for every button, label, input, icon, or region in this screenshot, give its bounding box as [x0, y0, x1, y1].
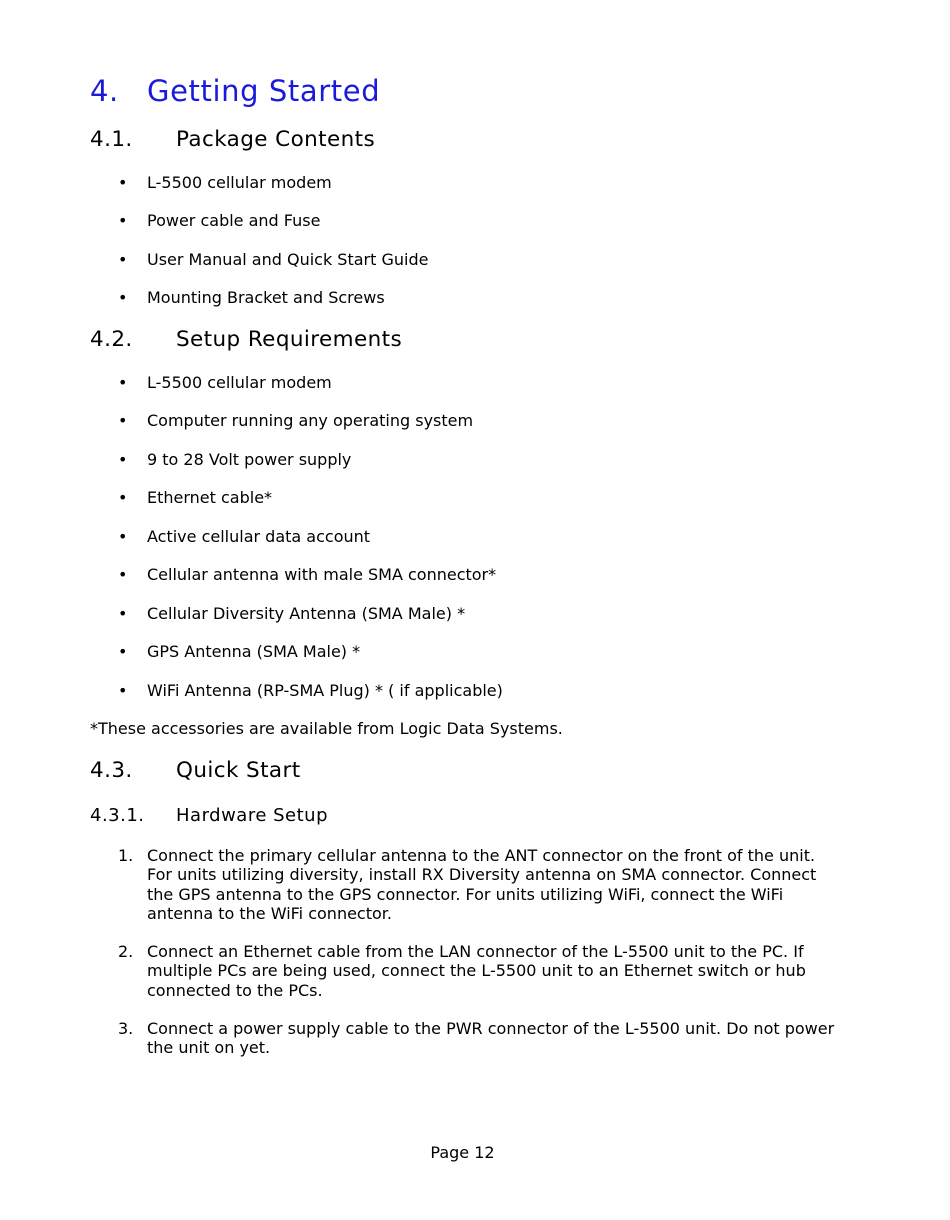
list-item: • Active cellular data account	[118, 527, 371, 546]
numbered-step	[118, 942, 838, 1000]
bullet-icon: •	[118, 250, 128, 269]
subsection-number: 4.3.1.	[90, 805, 145, 826]
list-item: • L-5500 cellular modem	[118, 173, 332, 192]
step-number: 3.	[118, 1019, 134, 1038]
bullet-icon: •	[118, 527, 128, 546]
list-item: • Cellular Diversity Antenna (SMA Male) *	[118, 604, 466, 623]
list-item: • 9 to 28 Volt power supply	[118, 450, 352, 469]
step-text: Connect a power supply cable to the PWR connector of the L-5500 unit. Do not power the unit on yet.	[147, 1019, 835, 1058]
bullet-icon: •	[118, 450, 128, 469]
subsection-title: Hardware Setup	[176, 805, 329, 826]
bullet-icon: •	[118, 681, 128, 700]
bullet-icon: •	[118, 411, 128, 430]
section-heading-package-contents	[90, 127, 375, 152]
subsection-heading-hardware-setup	[90, 805, 328, 826]
numbered-step	[118, 1019, 838, 1058]
bullet-icon: •	[118, 488, 128, 507]
section-number: 4.1.	[90, 127, 133, 152]
page-number: Page 12	[430, 1143, 495, 1162]
step-text: Connect the primary cellular antenna to the ANT connector on the front of the unit. For units utilizing diversity, install RX Diversity antenna on SMA connector. Connect the GPS antenna to the GPS connector. For units utilizing WiFi, connect the WiFi antenna to the WiFi connector.	[147, 846, 817, 923]
step-text: Connect an Ethernet cable from the LAN connector of the L-5500 unit to the PC. If multiple PCs are being used, connect the L-5500 unit to an Ethernet switch or hub connected to the PCs.	[147, 942, 806, 1000]
bullet-icon: •	[118, 373, 128, 392]
section-heading-quick-start	[90, 758, 301, 783]
section-title: Quick Start	[176, 758, 301, 783]
bullet-icon: •	[118, 565, 128, 584]
list-item: • Mounting Bracket and Screws	[118, 288, 385, 307]
list-item: • Computer running any operating system	[118, 411, 474, 430]
bullet-icon: •	[118, 604, 128, 623]
accessories-note: *These accessories are available from Logic Data Systems.	[90, 719, 563, 738]
chapter-number: 4.	[90, 74, 119, 108]
list-item: • GPS Antenna (SMA Male) *	[118, 642, 361, 661]
bullet-icon: •	[118, 642, 128, 661]
chapter-title: Getting Started	[147, 74, 381, 108]
chapter-heading	[90, 74, 380, 108]
section-title: Package Contents	[176, 127, 376, 152]
list-item: • Power cable and Fuse	[118, 211, 321, 230]
section-number: 4.2.	[90, 327, 133, 352]
list-item: • Ethernet cable*	[118, 488, 273, 507]
bullet-icon: •	[118, 173, 128, 192]
section-number: 4.3.	[90, 758, 133, 783]
numbered-step	[118, 846, 838, 923]
section-heading-setup-requirements	[90, 327, 402, 352]
list-item: • User Manual and Quick Start Guide	[118, 250, 429, 269]
bullet-icon: •	[118, 288, 128, 307]
list-item: • WiFi Antenna (RP-SMA Plug) * ( if applicable)	[118, 681, 503, 700]
step-number: 1.	[118, 846, 134, 865]
list-item: • Cellular antenna with male SMA connector*	[118, 565, 497, 584]
section-title: Setup Requirements	[176, 327, 403, 352]
step-number: 2.	[118, 942, 134, 961]
list-item: • L-5500 cellular modem	[118, 373, 332, 392]
bullet-icon: •	[118, 211, 128, 230]
